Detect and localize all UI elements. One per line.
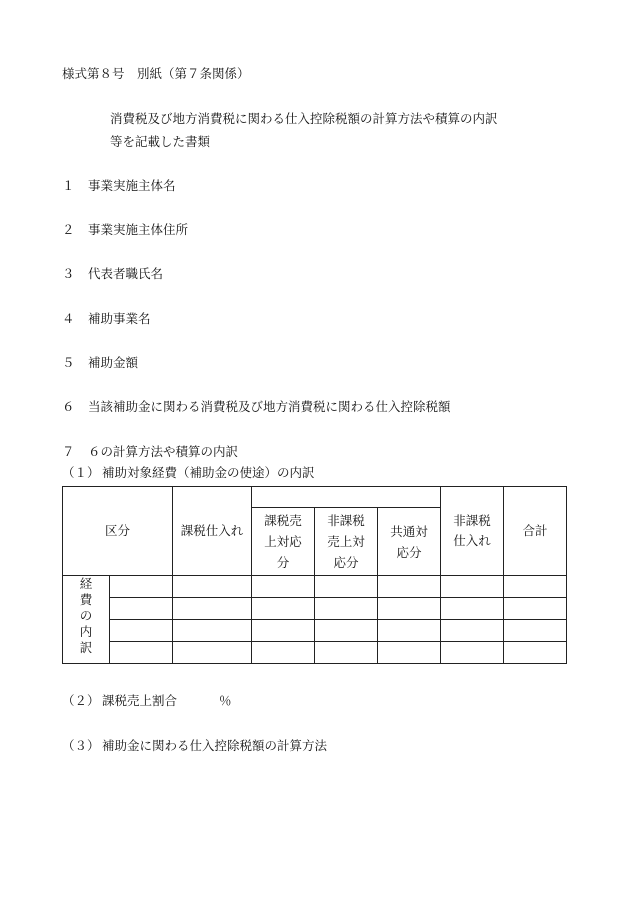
- table-cell: [315, 598, 378, 620]
- sub-number: （１）: [62, 465, 100, 480]
- row-label-char: 費: [79, 592, 93, 607]
- sub-number: （３）: [62, 738, 100, 753]
- table-row: [63, 642, 567, 664]
- row-label-char: の: [79, 608, 93, 623]
- table-cell: [441, 642, 504, 664]
- table-cell: [173, 598, 252, 620]
- item-label: 補助事業名: [88, 311, 151, 326]
- table-cell: [378, 598, 441, 620]
- sub-label: 補助対象経費（補助金の使途）の内訳: [102, 465, 315, 480]
- table-cell: [110, 598, 173, 620]
- document-title-line1: 消費税及び地方消費税に関わる仕入控除税額の計算方法や積算の内訳: [110, 111, 498, 126]
- header-line: 共通対: [390, 523, 428, 539]
- table-cell: [378, 642, 441, 664]
- header-nontaxable-purchase: [441, 487, 504, 576]
- table-cell: [441, 620, 504, 642]
- item-label: 代表者職氏名: [88, 266, 164, 281]
- table-cell: [315, 620, 378, 642]
- table-cell: [504, 620, 567, 642]
- table-cell: [504, 642, 567, 664]
- table-cell: [173, 576, 252, 598]
- item-label: 事業実施主体名: [88, 178, 176, 193]
- table-cell: [378, 576, 441, 598]
- table-cell: [110, 576, 173, 598]
- sub-label: 補助金に関わる仕入控除税額の計算方法: [102, 738, 328, 753]
- header-line: 応分: [396, 544, 422, 560]
- item-number: ３: [62, 266, 75, 281]
- header-common: [378, 508, 441, 576]
- item-representative-name: [62, 268, 163, 281]
- item-number: ７: [62, 444, 75, 459]
- table-cell: [252, 620, 315, 642]
- table-cell: [315, 576, 378, 598]
- table-cell: [173, 620, 252, 642]
- table-row: [63, 598, 567, 620]
- item-label: 当該補助金に関わる消費税及び地方消費税に関わる仕入控除税額: [88, 399, 451, 414]
- item-business-entity-name: [62, 180, 176, 193]
- header-line: 応分: [333, 555, 359, 570]
- row-label-char: 訳: [79, 640, 93, 655]
- item-number: ６: [62, 399, 75, 414]
- header-nontaxable-sales: [315, 508, 378, 576]
- table-cell: [378, 620, 441, 642]
- item-number: １: [62, 178, 75, 193]
- expense-breakdown-table: [62, 486, 567, 664]
- item-label: ６の計算方法や積算の内訳: [88, 444, 239, 459]
- table-cell: [315, 642, 378, 664]
- row-label-expense-breakdown: [63, 576, 110, 664]
- table-cell: [252, 576, 315, 598]
- header-line: 非課税: [327, 513, 365, 528]
- header-line: 売上対: [327, 534, 365, 549]
- item-subsidy-amount: [62, 357, 138, 370]
- row-label-char: 内: [79, 624, 93, 639]
- row-label-char: 経: [79, 576, 93, 591]
- table-row: [63, 576, 567, 598]
- header-line: 仕入れ: [453, 533, 491, 548]
- header-line: 非課税: [453, 513, 491, 528]
- header-line: 上対応: [264, 534, 302, 549]
- sub-section-3: [62, 740, 327, 753]
- item-calculation-method: [62, 446, 238, 459]
- item-number: ４: [62, 311, 75, 326]
- item-label: 事業実施主体住所: [88, 222, 189, 237]
- table-cell: [252, 598, 315, 620]
- item-number: ５: [62, 355, 75, 370]
- table-cell: [441, 598, 504, 620]
- header-line: 課税売: [264, 513, 302, 528]
- item-label: 補助金額: [88, 355, 139, 370]
- table-row: [63, 620, 567, 642]
- table-cell: [110, 620, 173, 642]
- sub-label: 課税売上割合: [102, 693, 178, 708]
- item-tax-deduction-amount: [62, 401, 451, 414]
- header-line: 分: [276, 555, 290, 570]
- table-cell: [252, 642, 315, 664]
- item-number: ２: [62, 222, 75, 237]
- sub-section-2: [62, 695, 232, 708]
- header-taxable-sales: [252, 508, 315, 576]
- table-cell: [504, 576, 567, 598]
- sub-section-1: [62, 467, 315, 480]
- table-cell: [441, 576, 504, 598]
- item-subsidy-project-name: [62, 313, 151, 326]
- item-business-entity-address: [62, 224, 188, 237]
- sub-number: （２）: [62, 693, 100, 708]
- header-kubun: 区分: [63, 487, 173, 576]
- header-total: 合計: [504, 487, 567, 576]
- table-cell: [110, 642, 173, 664]
- document-title-line2: 等を記載した書類: [110, 134, 211, 149]
- header-taxable-purchase: 課税仕入れ: [173, 487, 252, 576]
- table-cell: [504, 598, 567, 620]
- table-cell: [173, 642, 252, 664]
- percent-unit: ％: [219, 693, 232, 708]
- header-group-blank: [252, 487, 441, 508]
- form-number: 様式第８号 別紙（第７条関係）: [62, 66, 250, 81]
